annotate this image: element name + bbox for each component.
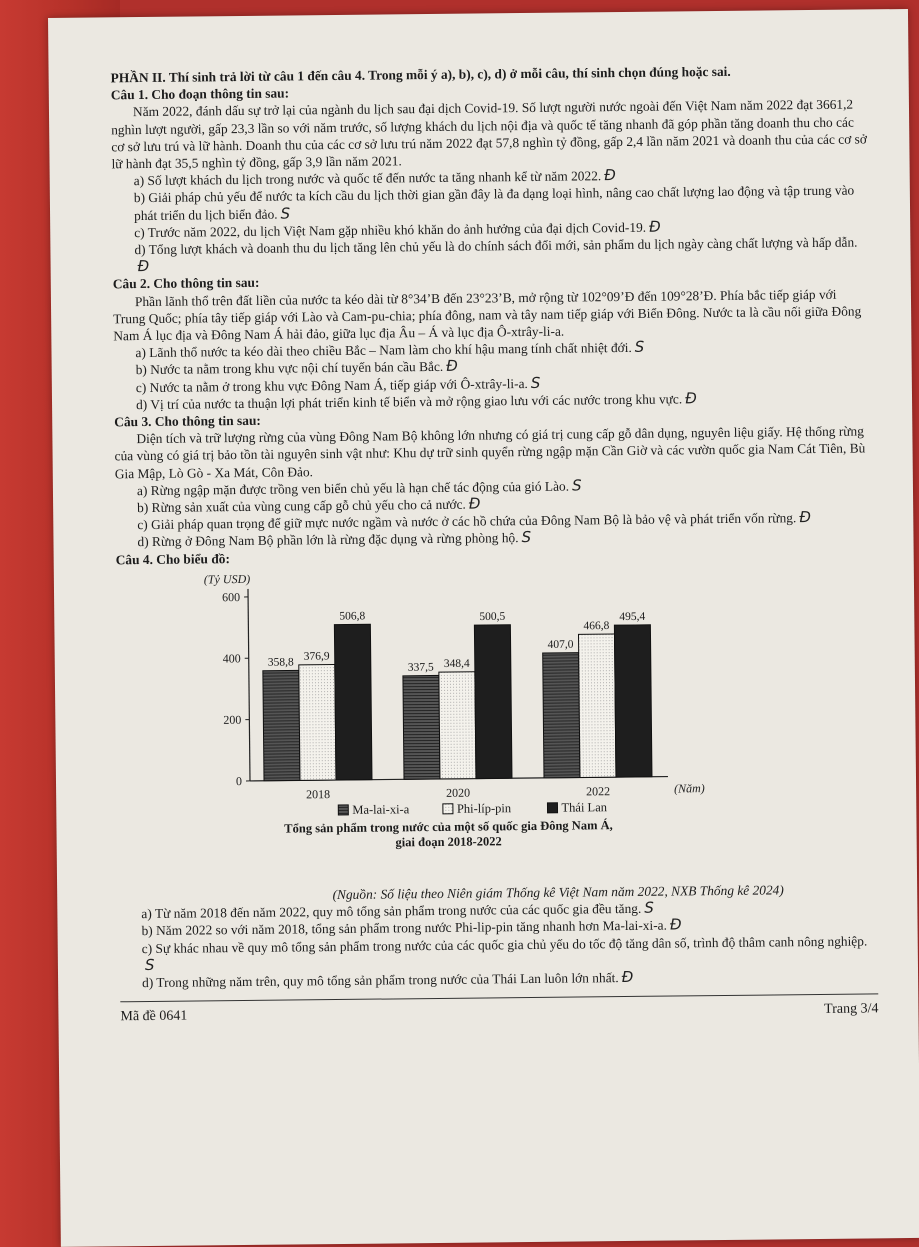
q3d-mark: S [521,528,532,547]
y-axis-label: (Tỷ USD) [203,571,251,587]
q1-title: Câu 1. Cho đoạn thông tin sau: [110,85,290,103]
bar-value-label: 337,5 [407,661,434,674]
q4b-mark: Đ [669,915,682,934]
gdp-bar-chart [196,566,719,883]
q2b-mark: Đ [446,357,458,376]
q2-title: Câu 2. Cho thông tin sau: [112,275,260,292]
y-tick-label: 200 [223,712,242,727]
x-tick-label: 2018 [306,786,331,802]
q2d-mark: Đ [685,389,697,408]
bar-Thái Lan-2022 [614,625,652,777]
q3c-mark: Đ [799,508,811,527]
q1b-mark: S [280,204,291,223]
legend-swatch [443,804,453,814]
q4d-mark: Đ [621,967,634,986]
q3b-text: b) Rừng sản xuất của vùng cung cấp gỗ chủ yếu cho cả nước. [137,496,466,516]
chart-source: (Nguồn: Số liệu theo Niên giám Thống kê Việt Nam năm 2022, NXB Thống kê 2024) [332,882,784,902]
legend-swatch [338,805,348,815]
y-axis [248,589,250,781]
q4d-text: d) Trong những năm trên, quy mô tổng sản phẩm trong nước của Thái Lan luôn lớn nhất. [142,969,619,990]
section-header: PHẦN II. Thí sinh trả lời từ câu 1 đến câu 4. Trong mỗi ý a), b), c), d) ở mỗi câu, thí sinh chọn đúng hoặc sai. [110,63,731,86]
q3b-mark: Đ [468,494,481,513]
bar-value-label: 506,8 [339,610,366,623]
q2a-mark: S [634,338,645,357]
q1b-text: b) Giải pháp chủ yếu để nước ta kích cầu du lịch thời gian gần đây là đa dạng loại hình, nâng cao chất lượng lao động và tập trung vào phát triển du lịch biển đảo. [133,182,855,223]
legend-entry: Ma-lai-xi-a [352,802,410,817]
q4-title: Câu 4. Cho biểu đồ: [115,550,230,568]
q2c-mark: S [530,373,541,392]
q4a-text: a) Từ năm 2018 đến năm 2022, quy mô tổng sản phẩm trong nước của các quốc gia đều tăng. [141,900,642,922]
x-tick-label: 2022 [586,784,611,799]
bar-value-label: 500,5 [479,610,506,623]
q1d-text: d) Tổng lượt khách và doanh thu du lịch tăng lên chủ yếu là do chính sách đổi mới, sản phẩm du lịch ngày càng chất lượng và hấp dẫn. [134,234,858,258]
legend-entry: Thái Lan [561,800,608,815]
exam-page [48,9,919,1247]
y-tick-label: 0 [235,773,243,788]
x-axis-label: (Năm) [674,781,705,796]
page-footer [120,993,878,1025]
page-number: Trang 3/4 [824,1001,879,1018]
bar-Phi-líp-pin-2020 [439,672,476,779]
bar-value-label: 407,0 [547,638,574,651]
q1-passage: Năm 2022, đánh dấu sự trở lại của ngành du lịch sau đại dịch Covid-19. Số lượt người nước ngoài đến Việt Nam năm 2022 đạt 3661,2 nghìn lượt người, gấp 23,3 lần so với năm trước, số lượng khách du lịch nội địa và quốc tế tăng nhanh đã góp phần tăng doanh thu cho các cơ sở lưu trú và lữ hành. Doanh thu của các cơ sở lưu trú năm 2022 đạt 57,8 nghìn tỷ đồng, gấp 2,4 lần năm 2021 và doanh thu của các cơ sở lữ hành đạt 35,5 nghìn tỷ đồng, gấp 3,9 lần năm 2021. [111,96,867,172]
q2-passage: Phần lãnh thổ trên đất liền của nước ta kéo dài từ 8°34’B đến 23°23’B, mở rộng từ 102°09’Đ đến 109°28’Đ. Phía bắc tiếp giáp với Trung Quốc; phía tây tiếp giáp với Lào và Cam-pu-chia; phía đông, nam và tây nam tiếp giáp với Biển Đông. Nước ta là cầu nối giữa Đông Nam Á lục địa và Đông Nam Á hải đảo, giữa lục địa Âu – Á và lục địa Ô-xtrây-li-a. [113,286,862,344]
bar-value-label: 348,4 [443,657,470,670]
q3c-text: c) Giải pháp quan trọng để giữ mực nước ngầm và nước ở các hồ chứa của Đông Nam Bộ là bảo vệ và phát triển vốn rừng. [137,510,797,533]
q3-passage: Diện tích và trữ lượng rừng của vùng Đông Nam Bộ không lớn nhưng có giá trị cung cấp gỗ dân dụng, nguyên liệu giấy. Hệ thống rừng của vùng có giá trị bảo tồn tài nguyên sinh vật như: Khu dự trữ sinh quyển rừng ngập mặn Cần Giờ và các vườn quốc gia Nam Cát Tiên, Bù Gia Mập, Lò Gò - Xa Mát, Côn Đảo. [114,423,866,481]
q4b-text: b) Năm 2022 so với năm 2018, tổng sản phẩm trong nước Phi-lip-pin tăng nhanh hơn Ma-lai-xi-a. [141,917,667,939]
gdp-chart-container [116,564,877,884]
q4a-mark: S [644,898,654,917]
bar-Thái Lan-2020 [474,625,512,779]
q4c-mark: S [144,955,155,974]
q3d-text: d) Rừng ở Đông Nam Bộ phần lớn là rừng đặc dụng và rừng phòng hộ. [137,530,519,550]
q1a-mark: Đ [604,166,616,185]
chart-title-line1: Tổng sản phẩm trong nước của một số quốc gia Đông Nam Á, [284,818,613,836]
exam-code: Mã đề 0641 [120,1008,188,1025]
q1d-mark: Đ [137,257,150,276]
q2a-text: a) Lãnh thổ nước ta kéo dài theo chiều Bắc – Nam làm cho khí hậu mang tính chất nhiệt đới. [135,340,632,361]
bar-value-label: 358,8 [267,656,294,669]
bar-value-label: 495,4 [619,610,646,624]
bar-Phi-líp-pin-2018 [299,664,336,780]
bar-Ma-lai-xi-a-2018 [263,670,300,780]
legend-entry: Phi-líp-pin [456,801,512,816]
q1a-text: a) Số lượt khách du lịch trong nước và quốc tế đến nước ta tăng nhanh kể từ năm 2022. [133,168,602,189]
bar-Ma-lai-xi-a-2022 [543,653,580,778]
q1c-mark: Đ [648,217,661,236]
q2d-text: d) Vị trí của nước ta thuận lợi phát triển kinh tế biển và mở rộng giao lưu với các nước trong khu vực. [135,391,683,412]
chart-title-line2: giai đoạn 2018-2022 [395,834,502,850]
q2b-text: b) Nước ta nằm trong khu vực nội chí tuyến bán cầu Bắc. [135,359,444,378]
y-tick-label: 600 [222,589,241,605]
q3a-text: a) Rừng ngập mặn được trồng ven biển chủ yếu là hạn chế tác động của gió Lào. [136,478,570,498]
q3-title: Câu 3. Cho thông tin sau: [114,412,261,430]
bar-value-label: 376,9 [303,650,330,663]
bar-Thái Lan-2018 [334,624,372,780]
y-tick-label: 400 [222,651,241,666]
legend-swatch [547,803,557,813]
x-tick-label: 2020 [446,785,471,800]
q4c-text: c) Sự khác nhau về quy mô tổng sản phẩm trong nước của các quốc gia chủ yếu do tốc độ tăng dân số, trình độ thâm canh nông nghiệp. [141,932,868,956]
q3a-mark: S [571,476,582,495]
bar-value-label: 466,8 [583,619,610,633]
q1c-text: c) Trước năm 2022, du lịch Việt Nam gặp nhiều khó khăn do ảnh hưởng của đại dịch Covid-19. [134,219,647,240]
bar-Phi-líp-pin-2022 [578,634,615,778]
bar-Ma-lai-xi-a-2020 [403,675,440,779]
q2c-text: c) Nước ta nằm ở trong khu vực Đông Nam Á, tiếp giáp với Ô-xtrây-li-a. [135,375,528,395]
